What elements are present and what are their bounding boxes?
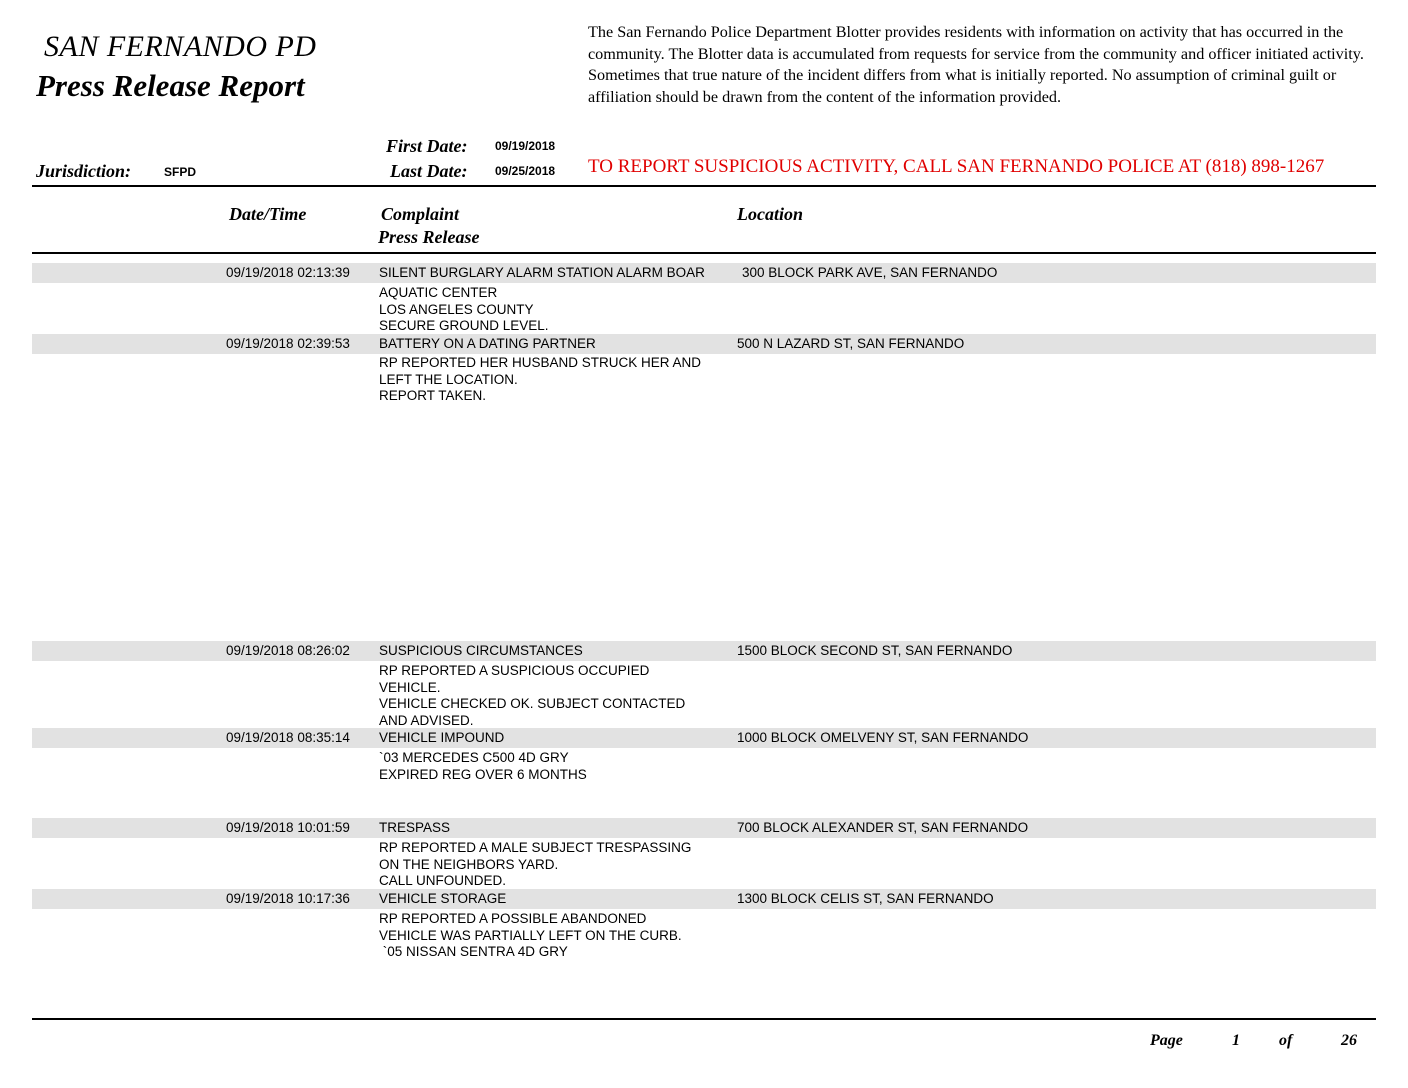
record-location: 1300 BLOCK CELIS ST, SAN FERNANDO — [737, 891, 994, 906]
record-datetime: 09/19/2018 08:26:02 — [226, 643, 350, 658]
note-line: VEHICLE CHECKED OK. SUBJECT CONTACTED — [379, 696, 686, 711]
note-line: CALL UNFOUNDED. — [379, 873, 507, 888]
record-complaint: VEHICLE STORAGE — [379, 891, 507, 906]
note-line: AQUATIC CENTER — [379, 285, 498, 300]
record-location: 300 BLOCK PARK AVE, SAN FERNANDO — [742, 265, 998, 280]
disclaimer-text: The San Fernando Police Department Blotter provides residents with information on activity that has occurred in the community. The Blotter data is accumulated from requests for service from the community and officer initiated activity. Sometimes that true nature of the incident differs from what is initially reported. No assumption of criminal guilt or affiliation should be drawn from the content of the information provided. — [588, 23, 1364, 106]
note-line: RP REPORTED A SUSPICIOUS OCCUPIED — [379, 663, 650, 678]
record-notes — [379, 355, 701, 405]
record-location: 700 BLOCK ALEXANDER ST, SAN FERNANDO — [737, 820, 1029, 835]
record-notes — [379, 911, 682, 961]
jurisdiction-label: Jurisdiction: — [36, 161, 132, 181]
note-line: LOS ANGELES COUNTY — [379, 301, 534, 317]
record-complaint: VEHICLE IMPOUND — [379, 730, 505, 745]
note-line: LEFT THE LOCATION. — [379, 371, 518, 387]
column-press-release: Press Release — [378, 227, 480, 247]
column-complaint: Complaint — [381, 204, 460, 224]
record-complaint: SILENT BURGLARY ALARM STATION ALARM BOAR — [379, 265, 705, 280]
record-complaint: BATTERY ON A DATING PARTNER — [379, 336, 596, 351]
footer-rule — [32, 1018, 1376, 1020]
column-datetime: Date/Time — [229, 204, 307, 224]
record-location: 1500 BLOCK SECOND ST, SAN FERNANDO — [737, 643, 1013, 658]
note-line: ON THE NEIGHBORS YARD. — [379, 856, 559, 872]
record-datetime: 09/19/2018 02:13:39 — [226, 265, 350, 280]
record-notes — [379, 285, 549, 335]
record-datetime: 09/19/2018 10:17:36 — [226, 891, 350, 906]
page-label: Page — [1150, 1032, 1183, 1049]
header-rule-top — [32, 185, 1376, 187]
last-date-value: 09/25/2018 — [495, 164, 556, 178]
total-pages: 26 — [1341, 1032, 1357, 1049]
note-line: SECURE GROUND LEVEL. — [379, 318, 549, 333]
record-notes — [379, 663, 685, 729]
record-datetime: 09/19/2018 02:39:53 — [226, 336, 350, 351]
record-notes — [379, 840, 691, 890]
first-date-label: First Date: — [386, 136, 468, 156]
page-number: 1 — [1232, 1032, 1240, 1049]
last-date-label: Last Date: — [390, 161, 468, 181]
note-line: AND ADVISED. — [379, 712, 474, 728]
note-line: `05 NISSAN SENTRA 4D GRY — [379, 944, 568, 959]
note-line: RP REPORTED HER HUSBAND STRUCK HER AND — [379, 355, 702, 370]
note-line: VEHICLE WAS PARTIALLY LEFT ON THE CURB. — [379, 927, 682, 943]
record-notes — [379, 750, 587, 783]
note-line: `03 MERCEDES C500 4D GRY — [379, 750, 569, 765]
record-location: 500 N LAZARD ST, SAN FERNANDO — [737, 336, 965, 351]
note-line: RP REPORTED A MALE SUBJECT TRESPASSING — [379, 840, 692, 855]
column-location: Location — [737, 204, 803, 224]
org-name: SAN FERNANDO PD — [44, 30, 317, 63]
record-complaint: SUSPICIOUS CIRCUMSTANCES — [379, 643, 583, 658]
report-title: Press Release Report — [36, 68, 305, 103]
of-label: of — [1279, 1032, 1293, 1049]
record-datetime: 09/19/2018 08:35:14 — [226, 730, 350, 745]
record-datetime: 09/19/2018 10:01:59 — [226, 820, 350, 835]
note-line: VEHICLE. — [379, 679, 441, 695]
header-rule-bottom — [32, 252, 1376, 254]
jurisdiction-value: SFPD — [164, 165, 197, 179]
first-date-value: 09/19/2018 — [495, 139, 556, 153]
note-line: RP REPORTED A POSSIBLE ABANDONED — [379, 911, 647, 926]
record-location: 1000 BLOCK OMELVENY ST, SAN FERNANDO — [737, 730, 1029, 745]
note-line: REPORT TAKEN. — [379, 388, 487, 403]
record-complaint: TRESPASS — [379, 820, 451, 835]
report-alert: TO REPORT SUSPICIOUS ACTIVITY, CALL SAN FERNANDO POLICE AT (818) 898-1267 — [588, 156, 1325, 177]
note-line: EXPIRED REG OVER 6 MONTHS — [379, 766, 587, 782]
